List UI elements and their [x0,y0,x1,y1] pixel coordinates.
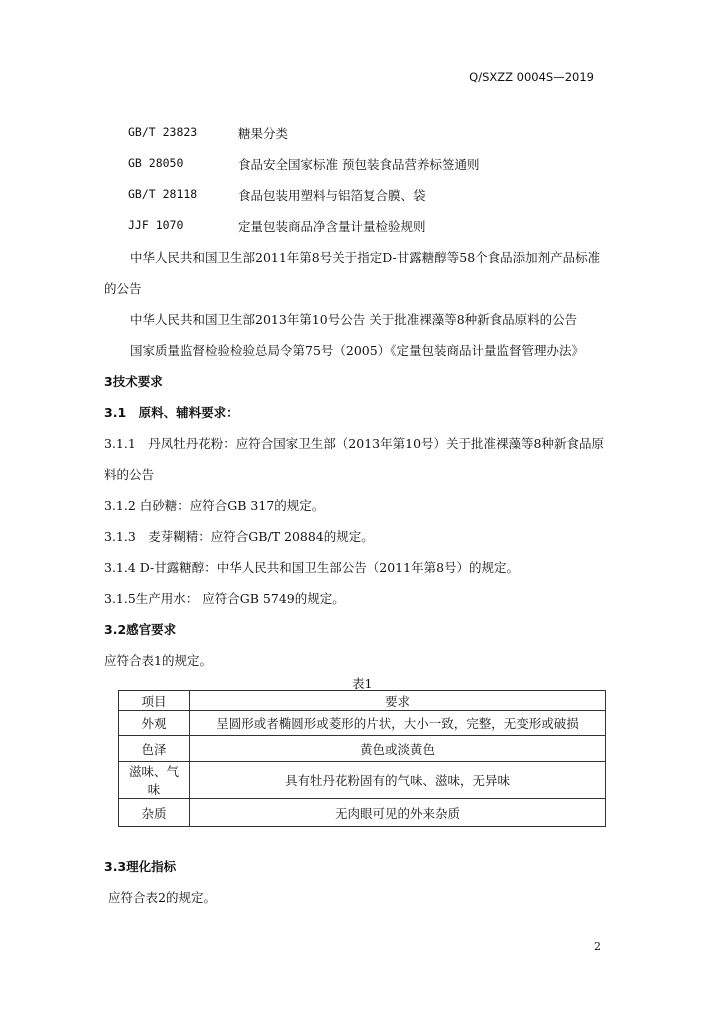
section-3-3-text: 应符合表2的规定。 [108,890,216,905]
reference-3: 国家质量监督检验检验总局令第75号（2005）《定量包装商品计量监督管理办法》 [130,343,584,358]
section-3-2-text: 应符合表1的规定。 [104,653,212,668]
table-header-cell: 项目 [119,691,190,711]
table-caption: 表1 [352,676,373,691]
table-cell: 无肉眼可见的外来杂质 [190,799,606,827]
standard-name: 糖果分类 [238,126,289,141]
reference-1-line-1: 中华人民共和国卫生部2011年第8号关于指定D-甘露糖醇等58个食品添加剂产品标准 [130,250,601,265]
table-row [119,736,606,762]
sensory-requirements-table [118,690,606,827]
table-cell: 呈圆形或者椭圆形或菱形的片状，大小一致，完整，无变形或破损 [190,711,606,736]
section-3-3-title: 3.3理化指标 [104,859,177,874]
standard-name: 食品包装用塑料与铝箔复合膜、袋 [238,188,426,203]
table-row [119,711,606,736]
standard-code: GB 28050 [128,156,184,170]
section-3-1-title: 3.1 原料、辅料要求： [104,405,239,420]
clause-3-1-3: 3.1.3 麦芽糊精：应符合GB/T 20884的规定。 [104,529,374,544]
table-header-row [119,691,606,711]
table-cell: 具有牡丹花粉固有的气味、滋味，无异味 [190,762,606,799]
clause-3-1-1-line-1: 3.1.1 丹凤牡丹花粉：应符合国家卫生部（2013年第10号）关于批准裸藻等8种新食品原 [104,436,604,451]
table-cell: 外观 [119,711,190,736]
clause-3-1-2: 3.1.2 白砂糖：应符合GB 317的规定。 [104,498,325,513]
table-cell: 色泽 [119,736,190,762]
table-cell: 滋味、气味 [119,762,190,799]
reference-1-line-2: 的公告 [104,281,142,296]
standard-code: JJF 1070 [128,218,184,232]
table-row [119,799,606,827]
reference-2: 中华人民共和国卫生部2013年第10号公告 关于批准裸藻等8种新食品原料的公告 [130,312,578,327]
standard-name: 定量包装商品净含量计量检验规则 [238,219,426,234]
standard-name: 食品安全国家标准 预包装食品营养标签通则 [238,157,480,172]
table-cell: 杂质 [119,799,190,827]
section-3-2-title: 3.2感官要求 [104,622,177,637]
section-3-title: 3技术要求 [104,374,163,389]
table-header-cell: 要求 [190,691,606,711]
standard-code: GB/T 23823 [128,125,198,139]
clause-3-1-4: 3.1.4 D-甘露糖醇：中华人民共和国卫生部公告（2011年第8号）的规定。 [104,560,520,575]
clause-3-1-1-line-2: 料的公告 [104,467,155,482]
standard-code: GB/T 28118 [128,187,198,201]
table-cell: 黄色或淡黄色 [190,736,606,762]
doc-number: Q/SXZZ 0004S—2019 [469,70,594,84]
page-number: 2 [594,940,601,953]
clause-3-1-5: 3.1.5生产用水： 应符合GB 5749的规定。 [104,591,345,606]
table-row [119,762,606,799]
